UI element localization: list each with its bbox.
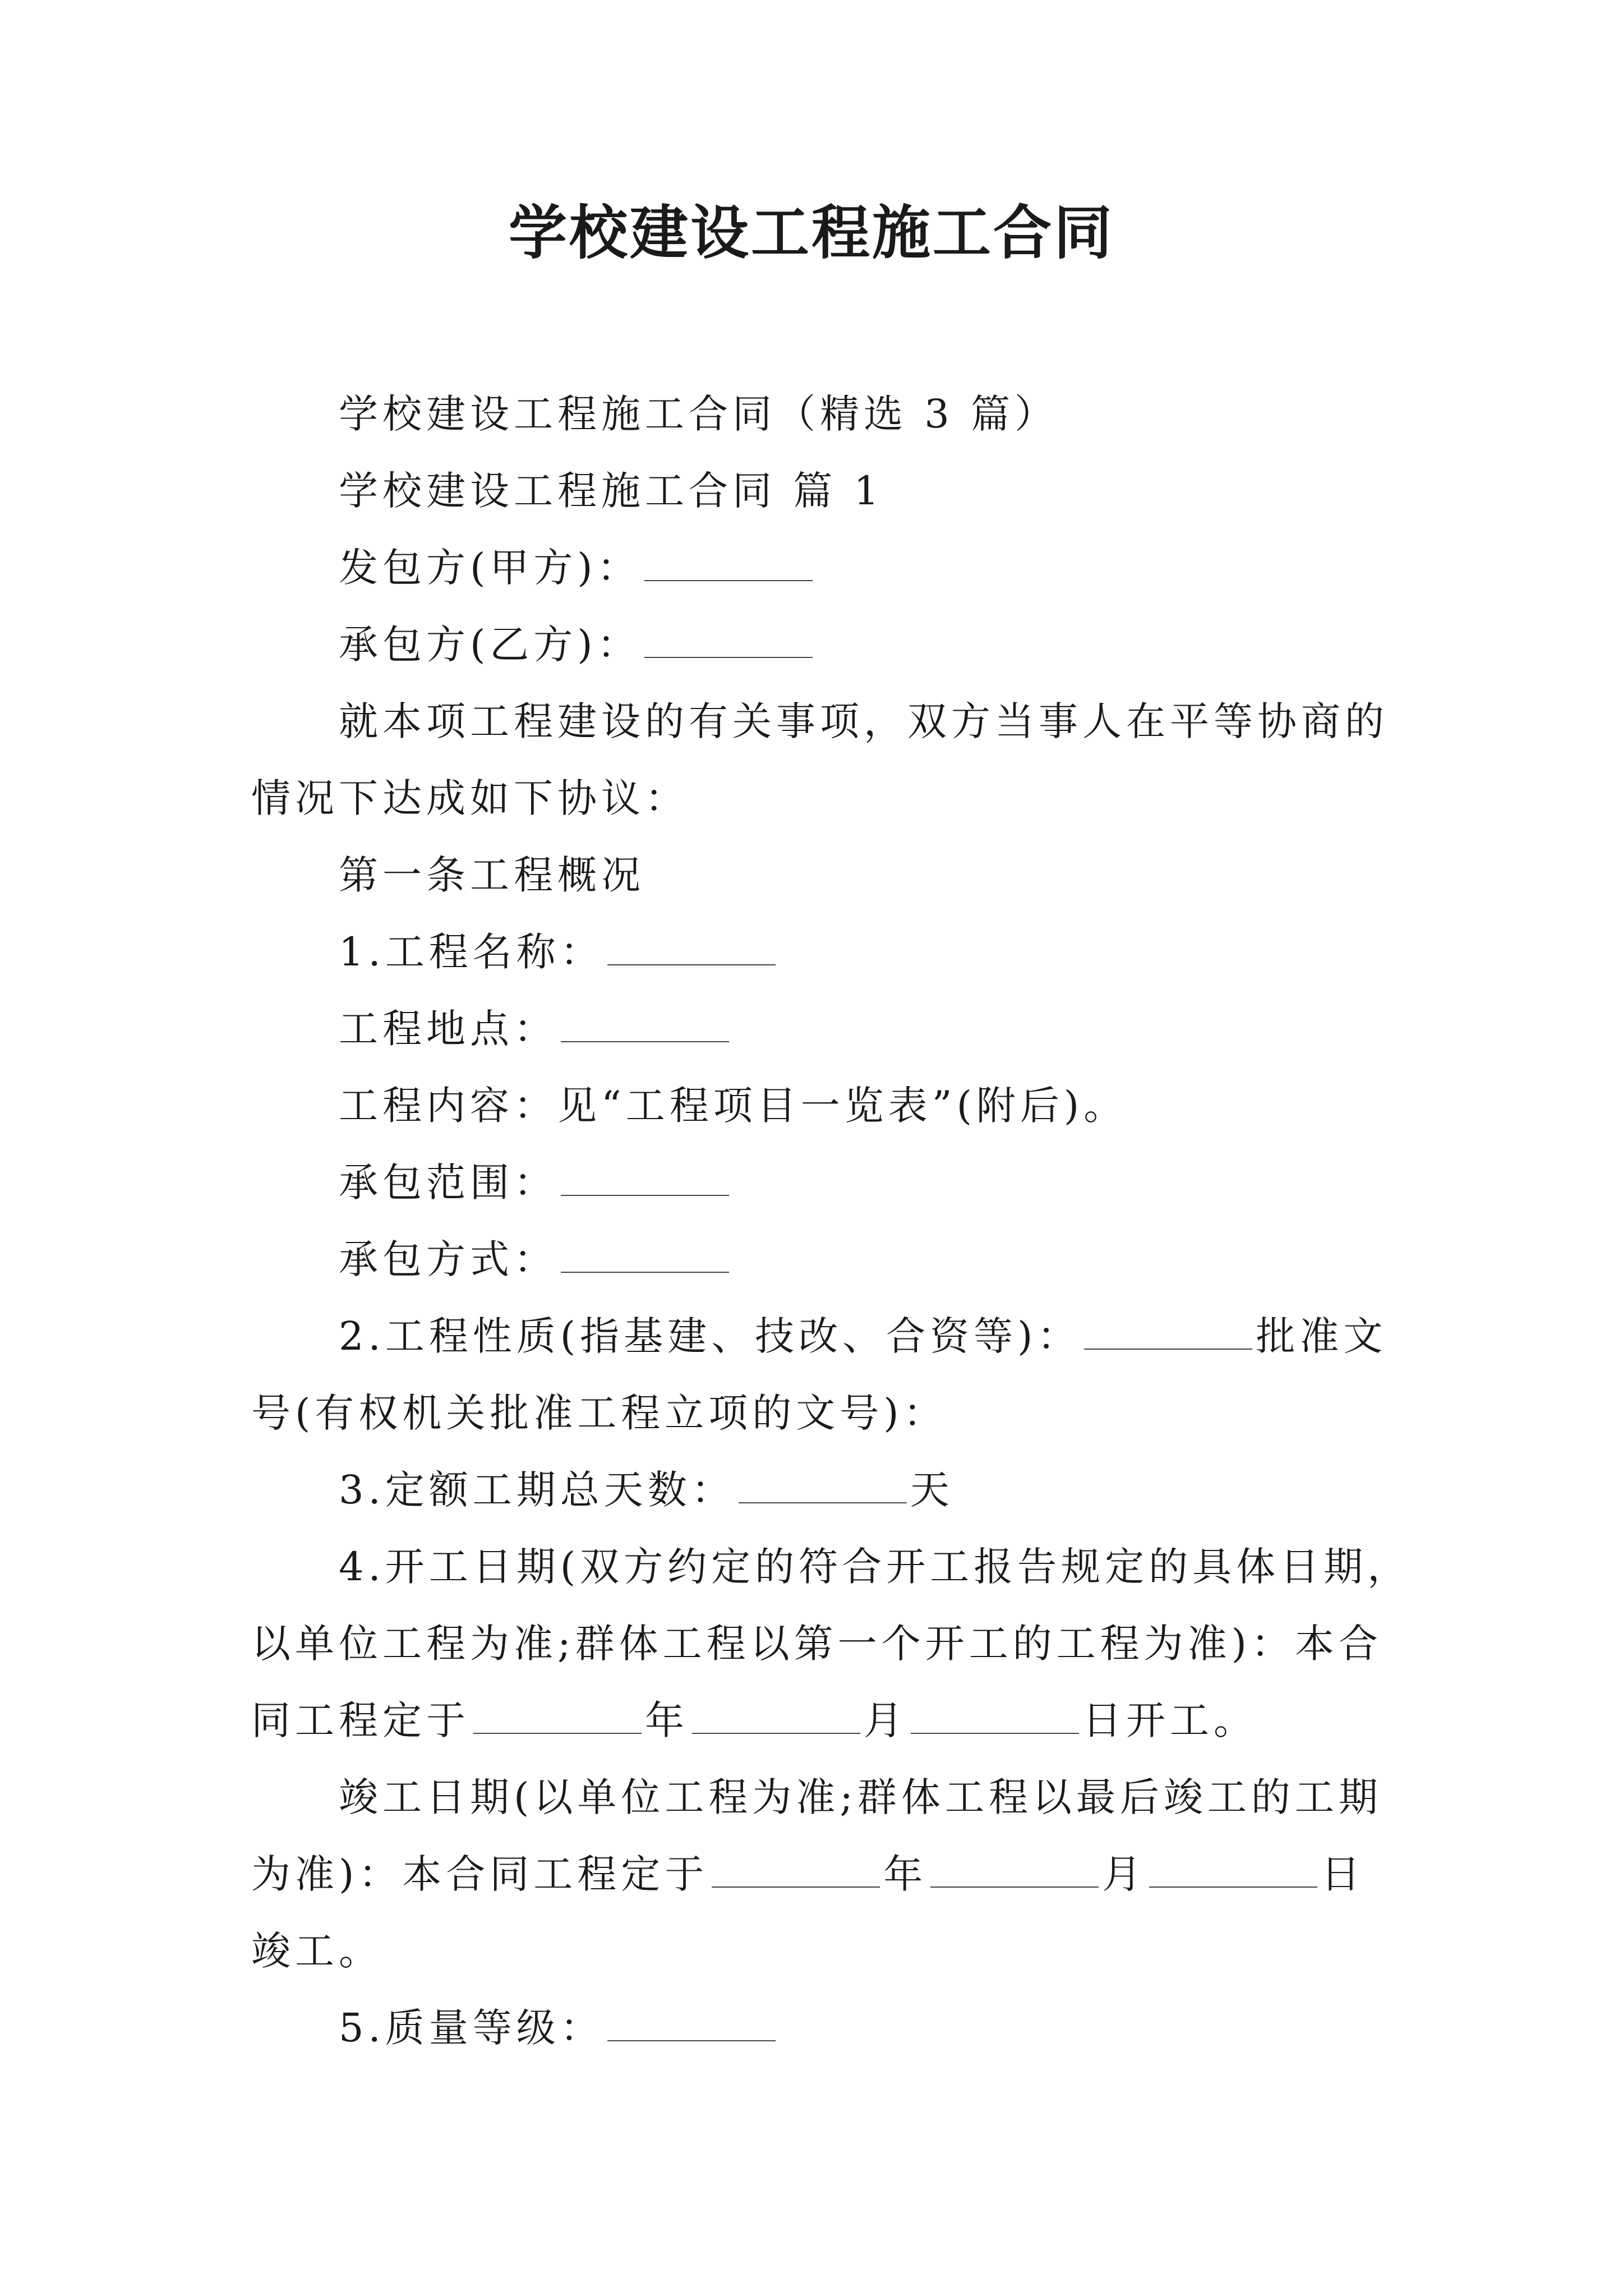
project-nature-blank bbox=[1084, 1315, 1252, 1350]
contract-scope-line bbox=[251, 1144, 1378, 1221]
project-content-line bbox=[251, 1068, 1378, 1144]
project-name-label: 1.工程名称： bbox=[339, 929, 604, 975]
completion-year-blank bbox=[712, 1853, 880, 1888]
completion-date-prefix: 为准)：本合同工程定于 bbox=[251, 1851, 709, 1897]
project-location-label: 工程地点： bbox=[339, 1006, 557, 1052]
article-one-text: 第一条工程概况 bbox=[339, 852, 645, 898]
project-nature-label: 2.工程性质(指基建、技改、合资等)： bbox=[339, 1313, 1081, 1359]
quality-grade-line bbox=[251, 1990, 1378, 2067]
section-heading-text: 学校建设工程施工合同 篇 1 bbox=[339, 468, 884, 514]
completion-date-line-2 bbox=[251, 1836, 1378, 1913]
subtitle-text: 学校建设工程施工合同（精选 3 篇） bbox=[339, 391, 1059, 437]
start-date-line-1 bbox=[251, 1529, 1412, 1605]
preamble-line-2 bbox=[251, 760, 1378, 837]
total-days-label: 3.定额工期总天数： bbox=[339, 1467, 735, 1513]
subtitle-line bbox=[251, 376, 1378, 453]
quality-grade-label: 5.质量等级： bbox=[339, 2005, 604, 2051]
completion-day-blank bbox=[1149, 1853, 1317, 1888]
project-content-text: 工程内容：见“工程项目一览表”(附后)。 bbox=[339, 1083, 1128, 1129]
start-date-line-2 bbox=[251, 1605, 1382, 1682]
total-days-blank bbox=[739, 1469, 907, 1503]
completion-suffix: 竣工。 bbox=[251, 1928, 382, 1974]
article-one-heading bbox=[251, 837, 1378, 914]
quality-grade-blank bbox=[607, 2007, 776, 2041]
preamble-text-1: 就本项工程建设的有关事项，双方当事人在平等协商的 bbox=[339, 698, 1389, 744]
party-a-blank bbox=[644, 546, 813, 581]
document-title: 学校建设工程施工合同 bbox=[508, 198, 1114, 267]
completion-month-blank bbox=[930, 1853, 1099, 1888]
section-heading bbox=[251, 453, 1378, 530]
completion-month-label: 月 bbox=[1102, 1851, 1146, 1897]
completion-date-line-3 bbox=[251, 1913, 1378, 1990]
year-label: 年 bbox=[645, 1697, 689, 1743]
start-year-blank bbox=[473, 1699, 642, 1734]
start-date-prefix: 同工程定于 bbox=[251, 1697, 470, 1743]
start-suffix: 日开工。 bbox=[1082, 1697, 1257, 1743]
project-name-line bbox=[251, 914, 1378, 991]
start-date-line-3 bbox=[251, 1682, 1378, 1759]
completion-date-text-1: 竣工日期(以单位工程为准;群体工程以最后竣工的工期 bbox=[339, 1774, 1382, 1820]
contract-scope-label: 承包范围： bbox=[339, 1159, 557, 1205]
approval-doc-text: 号(有权机关批准工程立项的文号)： bbox=[251, 1390, 947, 1436]
party-a-line bbox=[251, 530, 1378, 606]
contract-method-line bbox=[251, 1221, 1378, 1298]
total-days-line bbox=[251, 1452, 1378, 1529]
start-month-blank bbox=[692, 1699, 860, 1734]
approval-doc-line bbox=[251, 1375, 1378, 1452]
party-b-label: 承包方(乙方)： bbox=[339, 622, 641, 668]
project-location-line bbox=[251, 991, 1378, 1068]
completion-year-label: 年 bbox=[883, 1851, 928, 1897]
party-a-label: 发包方(甲方)： bbox=[339, 545, 641, 591]
contract-method-blank bbox=[561, 1238, 729, 1273]
start-date-text-1: 4.开工日期(双方约定的符合开工报告规定的具体日期， bbox=[339, 1544, 1412, 1590]
completion-date-line-1 bbox=[251, 1759, 1382, 1836]
start-day-blank bbox=[911, 1699, 1079, 1734]
approval-doc-label: 批准文 bbox=[1256, 1313, 1387, 1359]
preamble-line-1 bbox=[251, 683, 1389, 760]
contract-scope-blank bbox=[561, 1161, 729, 1196]
month-label: 月 bbox=[864, 1697, 907, 1743]
party-b-line bbox=[251, 606, 1378, 683]
party-b-blank bbox=[644, 623, 813, 658]
project-nature-line bbox=[251, 1298, 1387, 1375]
preamble-text-2: 情况下达成如下协议： bbox=[251, 775, 689, 821]
start-date-text-2: 以单位工程为准;群体工程以第一个开工的工程为准)：本合 bbox=[251, 1621, 1382, 1667]
document-body bbox=[251, 376, 1412, 2067]
contract-method-label: 承包方式： bbox=[339, 1236, 557, 1282]
project-location-blank bbox=[561, 1007, 729, 1042]
completion-day-label: 日 bbox=[1321, 1851, 1365, 1897]
days-unit: 天 bbox=[910, 1467, 954, 1513]
project-name-blank bbox=[607, 931, 776, 965]
